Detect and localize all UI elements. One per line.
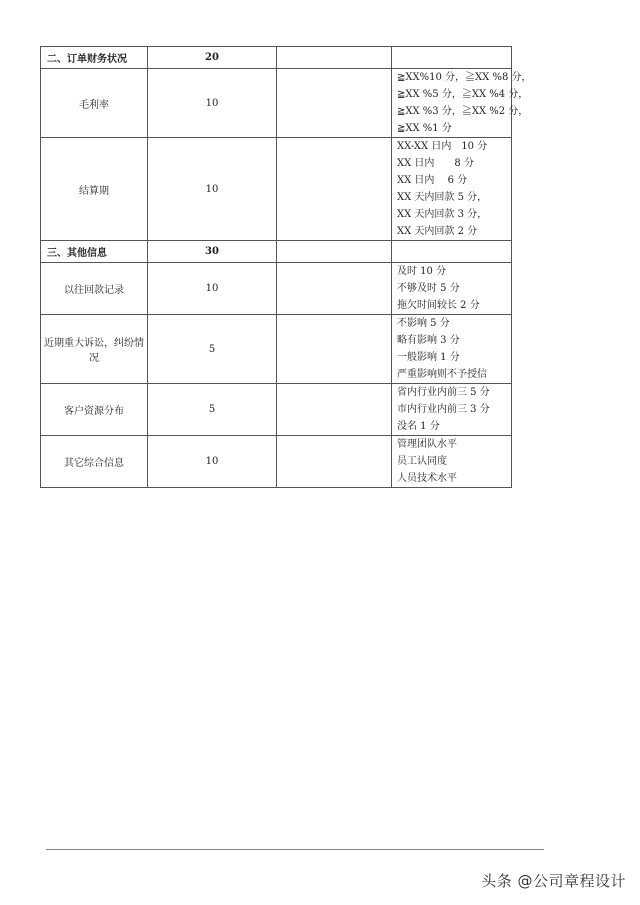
- blank-cell: [277, 69, 392, 138]
- item-name-cell: 以往回款记录: [41, 263, 148, 315]
- score-cell: 10: [148, 436, 277, 488]
- criteria-cell: [392, 315, 512, 384]
- criteria-line: ≧XX%10 分，≧XX %8 分，: [397, 72, 532, 83]
- section-row: [41, 241, 512, 263]
- footer-rule: [46, 849, 544, 850]
- criteria-cell: [392, 263, 512, 315]
- criteria-line: XX 天内回款 2 分: [397, 226, 478, 237]
- criteria-line: 及时 10 分: [397, 266, 447, 277]
- criteria-line: ≧XX %1 分: [397, 123, 452, 134]
- criteria-line: 没名 1 分: [397, 421, 440, 432]
- score-cell: 5: [148, 384, 277, 436]
- criteria-line: 员工认同度: [397, 456, 447, 467]
- table-row: [41, 384, 512, 436]
- criteria-line: 略有影响 3 分: [397, 335, 460, 346]
- table-row: [41, 436, 512, 488]
- criteria-line: XX 日内 8 分: [397, 158, 474, 169]
- criteria-line: 严重影响则不予授信: [397, 369, 487, 380]
- section-title: 二、订单财务状况: [41, 47, 148, 69]
- criteria-line: XX 日内 6 分: [397, 175, 468, 186]
- criteria-line: 拖欠时间较长 2 分: [397, 300, 480, 311]
- criteria-line: XX-XX 日内 10 分: [397, 141, 488, 152]
- criteria-line: 不够及时 5 分: [397, 283, 460, 294]
- criteria-line: 一般影响 1 分: [397, 352, 460, 363]
- blank-cell: [277, 315, 392, 384]
- criteria-line: 省内行业内前三 5 分: [397, 387, 490, 398]
- item-name-cell: 毛利率: [41, 69, 148, 138]
- score-cell: 10: [148, 69, 277, 138]
- criteria-cell: [392, 47, 512, 69]
- score-cell: 10: [148, 138, 277, 241]
- criteria-cell: [392, 138, 512, 241]
- criteria-line: 不影响 5 分: [397, 318, 450, 329]
- criteria-cell: [392, 69, 532, 138]
- watermark-text: 头条 @公司章程设计: [481, 872, 626, 890]
- table-row: [41, 69, 512, 138]
- criteria-line: ≧XX %3 分，≧XX %2 分，: [397, 106, 529, 117]
- score-cell: 10: [148, 263, 277, 315]
- criteria-line: 管理团队水平: [397, 439, 457, 450]
- table-row: [41, 263, 512, 315]
- criteria-line: ≧XX %5 分，≧XX %4 分，: [397, 89, 529, 100]
- criteria-line: XX 天内回款 5 分，: [397, 192, 488, 203]
- table-row: [41, 315, 512, 384]
- blank-cell: [277, 436, 392, 488]
- section-title: 三、其他信息: [41, 241, 148, 263]
- criteria-line: 市内行业内前三 3 分: [397, 404, 490, 415]
- blank-cell: [277, 138, 392, 241]
- item-name-cell: 其它综合信息: [41, 436, 148, 488]
- criteria-line: 人员技术水平: [397, 473, 457, 484]
- item-name-cell: 结算期: [41, 138, 148, 241]
- criteria-cell: [392, 436, 512, 488]
- criteria-cell: [392, 384, 512, 436]
- score-cell: 30: [148, 241, 277, 263]
- blank-cell: [277, 241, 392, 263]
- section-row: [41, 47, 512, 69]
- score-cell: 20: [148, 47, 277, 69]
- criteria-line: XX 天内回款 3 分，: [397, 209, 488, 220]
- table-row: [41, 138, 512, 241]
- item-name-cell: 客户资源分布: [41, 384, 148, 436]
- item-name-cell: 近期重大诉讼，纠纷情况: [41, 315, 148, 384]
- blank-cell: [277, 384, 392, 436]
- criteria-cell: [392, 241, 512, 263]
- score-cell: 5: [148, 315, 277, 384]
- blank-cell: [277, 263, 392, 315]
- scoring-table: [40, 46, 532, 488]
- blank-cell: [277, 47, 392, 69]
